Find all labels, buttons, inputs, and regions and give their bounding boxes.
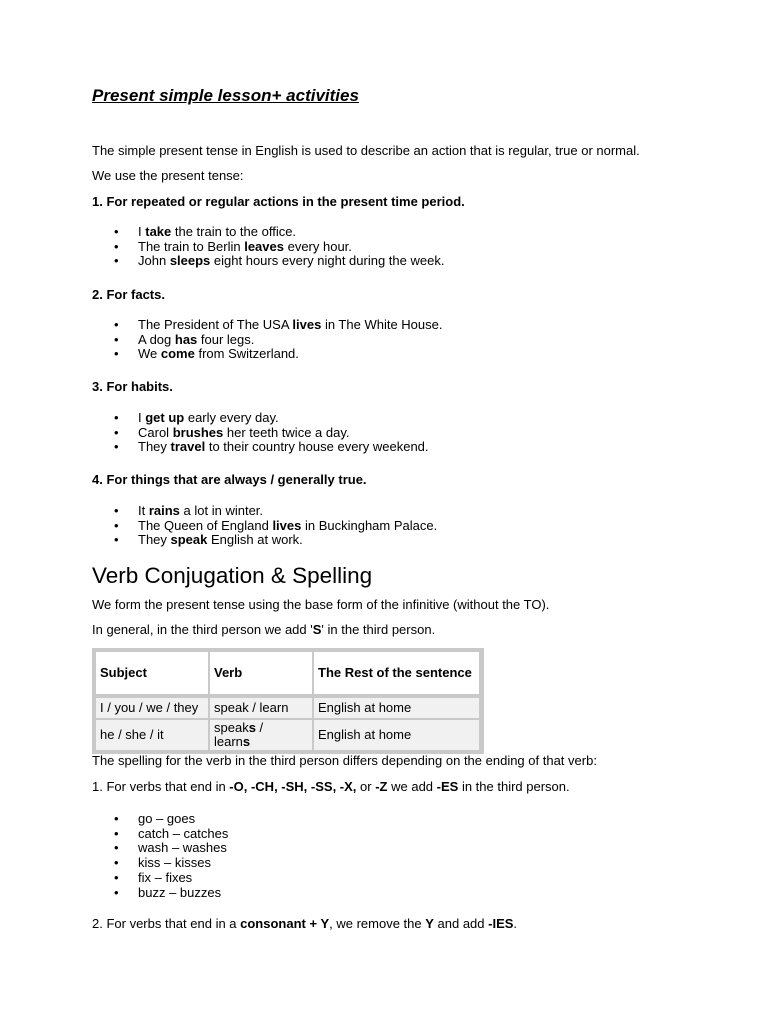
table-cell: speak / learn — [209, 697, 313, 719]
list-item: • kiss – kisses — [92, 856, 228, 871]
conjugation-table — [92, 648, 484, 754]
verb-intro: We form the present tense using the base form of the infinitive (without the TO). — [92, 597, 550, 612]
table-cell: he / she / it — [95, 719, 209, 751]
section-heading: 3. For habits. — [92, 379, 173, 394]
list-item: • I take the train to the office. — [92, 225, 444, 240]
list-item: • A dog has four legs. — [92, 333, 442, 348]
section-heading: 4. For things that are always / generally true. — [92, 472, 367, 487]
general-rule: In general, in the third person we add 'S' in the third person. — [92, 622, 436, 637]
list-item: • The train to Berlin leaves every hour. — [92, 240, 444, 255]
table-header-cell: Verb — [209, 651, 313, 697]
rule-one: 1. For verbs that end in -O, -CH, -SH, -SS, -X, or -Z we add -ES in the third person. — [92, 779, 570, 794]
list-item: • catch – catches — [92, 827, 228, 842]
list-item: • wash – washes — [92, 841, 228, 856]
list-item: • The President of The USA lives in The White House. — [92, 318, 442, 333]
section-list — [92, 504, 437, 548]
list-item: • They speak English at work. — [92, 533, 437, 548]
use-line: We use the present tense: — [92, 168, 244, 183]
list-item: • I get up early every day. — [92, 411, 429, 426]
list-item: • fix – fixes — [92, 871, 228, 886]
spelling-note: The spelling for the verb in the third person differs depending on the ending of that verb: — [92, 753, 597, 768]
list-item: • It rains a lot in winter. — [92, 504, 437, 519]
table-header-cell: The Rest of the sentence — [313, 651, 480, 697]
table-cell: English at home — [313, 697, 480, 719]
section-list — [92, 411, 429, 455]
list-item: • buzz – buzzes — [92, 886, 228, 901]
table-cell: English at home — [313, 719, 480, 751]
list-item: • John sleeps eight hours every night during the week. — [92, 254, 444, 269]
section-list — [92, 225, 444, 269]
table-cell: I / you / we / they — [95, 697, 209, 719]
list-item: • go – goes — [92, 812, 228, 827]
intro-paragraph: The simple present tense in English is used to describe an action that is regular, true or normal. — [92, 143, 640, 158]
section-heading: 1. For repeated or regular actions in the present time period. — [92, 194, 465, 209]
section-list — [92, 318, 442, 362]
rule-two: 2. For verbs that end in a consonant + Y, we remove the Y and add -IES. — [92, 916, 518, 931]
table-row — [95, 697, 480, 719]
page-title: Present simple lesson+ activities — [92, 86, 359, 105]
section-title: Verb Conjugation & Spelling — [92, 563, 373, 588]
list-item: • They travel to their country house every weekend. — [92, 440, 429, 455]
table-header-cell: Subject — [95, 651, 209, 697]
list-item: • We come from Switzerland. — [92, 347, 442, 362]
es-verbs-list — [92, 812, 228, 900]
table-header-row — [95, 651, 480, 697]
table-row — [95, 719, 480, 751]
table-cell: speaks / learns — [209, 719, 313, 751]
list-item: • Carol brushes her teeth twice a day. — [92, 426, 429, 441]
section-heading: 2. For facts. — [92, 287, 165, 302]
list-item: • The Queen of England lives in Buckingham Palace. — [92, 519, 437, 534]
